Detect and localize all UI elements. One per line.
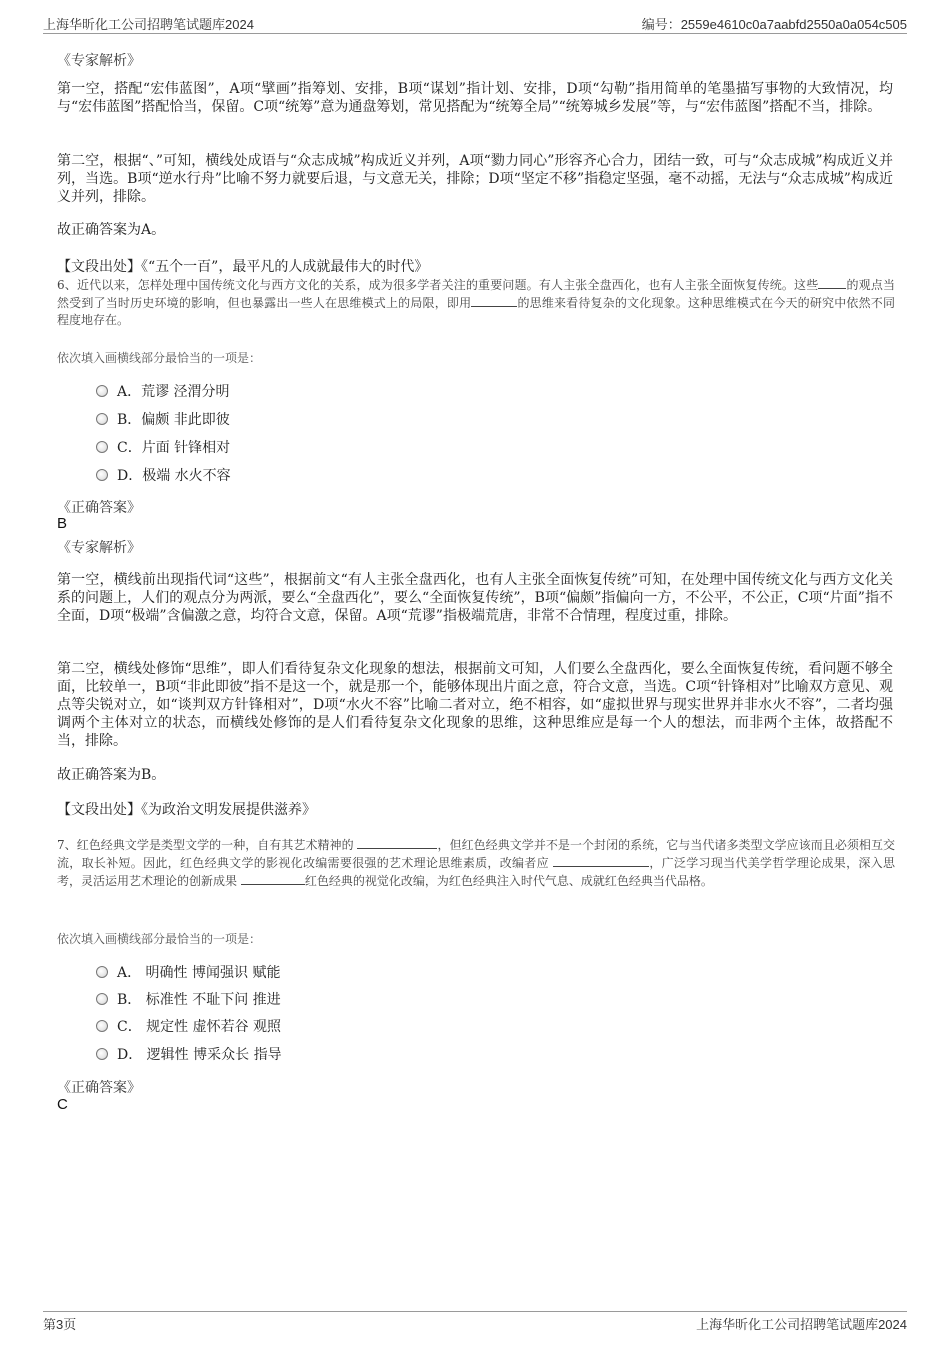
q5-analysis-label: 《专家解析》 — [57, 53, 141, 69]
q7-option-b-label: B． 标准性 不耻下问 推进 — [117, 992, 281, 1008]
q7-stem — [57, 836, 895, 890]
radio-icon[interactable] — [96, 469, 108, 481]
q6-option-d[interactable] — [96, 466, 231, 486]
q6-source: 【文段出处】《为政治文明发展提供滋养》 — [57, 802, 316, 818]
q6-option-c-label: C．片面 针锋相对 — [117, 440, 231, 456]
q6-option-a[interactable] — [96, 382, 230, 402]
radio-icon[interactable] — [96, 385, 108, 397]
q5-conclusion: 故正确答案为A。 — [57, 222, 166, 238]
q7-option-c-label: C． 规定性 虚怀若谷 观照 — [117, 1019, 282, 1035]
q5-analysis-p1: 第一空，搭配“宏伟蓝图”，A项“擘画”指筹划、安排，B项“谋划”指计划、安排，D项“勾勒”指用简单的笔墨描写事物的大致情况，均与“宏伟蓝图”搭配恰当，保留。C项“统筹”意为通盘筹划，常见搭配为“统筹全局”“统筹城乡发展”等，与“宏伟蓝图”搭配不当，排除。 — [57, 81, 893, 115]
q6-stem-part-b: 的观点当然受到了当时历史环境的影响，但也暴露出一些人在思维模式上的局限，即用 — [57, 278, 895, 310]
q7-option-d[interactable] — [96, 1045, 282, 1065]
q7-blank-1 — [357, 836, 437, 849]
q7-option-c[interactable] — [96, 1017, 281, 1037]
radio-icon[interactable] — [96, 966, 108, 978]
q7-stem-part-a: 7、红色经典文学是类型文学的一种，自有其艺术精神的 — [57, 838, 354, 852]
q6-option-b[interactable] — [96, 410, 230, 430]
q6-blank-1 — [818, 276, 846, 289]
q6-answer: B — [57, 515, 68, 532]
q6-stem-part-a: 6、近代以来，怎样处理中国传统文化与西方文化的关系，成为很多学者关注的重要问题。有人主张全盘西化，也有人主张全面恢复传统。这些 — [57, 278, 819, 292]
q6-blank-2 — [471, 294, 517, 307]
q6-option-d-label: D．极端 水火不容 — [117, 468, 231, 484]
q6-option-c[interactable] — [96, 438, 230, 458]
q6-option-a-label: A．荒谬 泾渭分明 — [117, 384, 230, 400]
footer-page-number: 第3页 — [43, 1317, 77, 1332]
q6-analysis-p1: 第一空，横线前出现指代词“这些”，根据前文“有人主张全盘西化，也有人主张全面恢复传统”可知，在处理中国传统文化与西方文化关系的问题上，人们的观点分为两派，要么“全盘西化”，要么“全面恢复传统”，B项“偏颇”指偏向一方，不公平，不公正，C项“片面”指不全面，D项“极端”含偏激之意，均符合文意，保留。A项“荒谬”指极端荒唐，非常不合情理，程度过重，排除。 — [57, 572, 893, 624]
q7-answer: C — [57, 1096, 68, 1113]
q5-source: 【文段出处】《“五个一百”，最平凡的人成就最伟大的时代》 — [57, 259, 429, 275]
q7-option-b[interactable] — [96, 990, 281, 1010]
footer-divider — [43, 1311, 907, 1312]
header-divider — [43, 33, 907, 34]
q6-stem-part-c: 的思维来看待复杂的文化现象。这种思维模式在今天的研究中依然不同程度地存在。 — [57, 296, 895, 327]
q7-stem-part-b: ，但红色经典文学并不是一个封闭的系统，它与当代诸多类型文学应该而且必须相互交流，取长补短。因此，红色经典文学的影视化改编需要很强的艺术理论思维素质，改编者应 — [57, 838, 895, 870]
footer-title: 上海华昕化工公司招聘笔试题库2024 — [696, 1317, 907, 1332]
q7-blank-3 — [241, 872, 305, 885]
q6-analysis-label: 《专家解析》 — [57, 540, 141, 556]
q6-conclusion: 故正确答案为B。 — [57, 767, 166, 783]
q7-stem-part-c: ，广泛学习现当代美学哲学理论成果，深入思考，灵活运用艺术理论的创新成果 — [57, 856, 895, 888]
radio-icon[interactable] — [96, 1048, 108, 1060]
q6-stem — [57, 276, 895, 329]
q6-answer-label: 《正确答案》 — [57, 500, 141, 516]
q7-prompt: 依次填入画横线部分最恰当的一项是： — [57, 932, 262, 946]
radio-icon[interactable] — [96, 441, 108, 453]
q7-option-d-label: D． 逻辑性 博采众长 指导 — [117, 1047, 282, 1063]
q6-option-b-label: B．偏颇 非此即彼 — [117, 412, 230, 428]
q5-analysis-p2: 第二空，根据“、”可知，横线处成语与“众志成城”构成近义并列，A项“勠力同心”形容齐心合力，团结一致，可与“众志成城”构成近义并列，当选。B项“逆水行舟”比喻不努力就要后退，与文意无关，排除；D项“坚定不移”指稳定坚强，毫不动摇，无法与“众志成城”构成近义并列，排除。 — [57, 153, 893, 205]
q7-option-a[interactable] — [96, 963, 280, 983]
radio-icon[interactable] — [96, 993, 108, 1005]
header-title: 上海华昕化工公司招聘笔试题库2024 — [43, 17, 254, 32]
q6-prompt: 依次填入画横线部分最恰当的一项是： — [57, 351, 262, 365]
radio-icon[interactable] — [96, 1020, 108, 1032]
q7-stem-part-d: 红色经典的视觉化改编，为红色经典注入时代气息、成就红色经典当代品格。 — [304, 874, 713, 888]
q7-answer-label: 《正确答案》 — [57, 1080, 141, 1096]
q7-option-a-label: A． 明确性 博闻强识 赋能 — [117, 965, 281, 981]
header-serial: 编号：2559e4610c0a7aabfd2550a0a054c505 — [641, 17, 907, 32]
q6-analysis-p2: 第二空，横线处修饰“思维”，即人们看待复杂文化现象的想法，根据前文可知，人们要么全盘西化，要么全面恢复传统，看问题不够全面，比较单一，B项“非此即彼”指不是这一个，就是那一个，能够体现出片面之意，符合文意，当选。C项“针锋相对”比喻双方意见、观点等尖锐对立，如“谈判双方针锋相对”，D项“水火不容”比喻二者对立，绝不相容，如“虚拟世界与现实世界并非水火不容”，二者均强调两个主体对立的状态，而横线处修饰的是人们看待复杂文化现象的思维，这种思维应是每一个人的想法，而非两个主体，故搭配不当，排除。 — [57, 661, 893, 749]
radio-icon[interactable] — [96, 413, 108, 425]
q7-blank-2 — [553, 854, 649, 867]
